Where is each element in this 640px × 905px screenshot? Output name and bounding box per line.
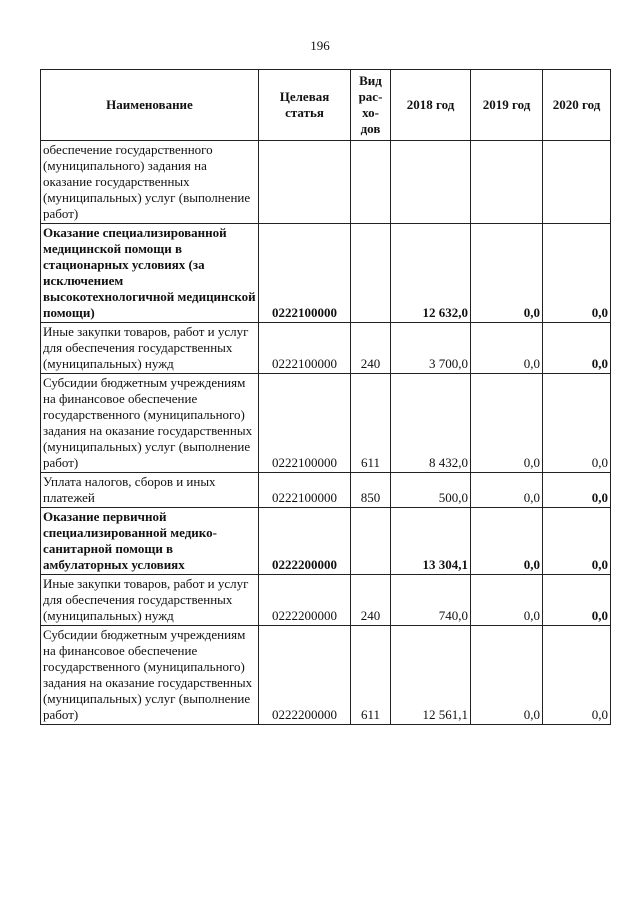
row-type	[351, 141, 391, 224]
row-2018: 3 700,0	[391, 323, 471, 374]
table-row	[41, 626, 611, 725]
row-code: 0222200000	[259, 626, 351, 725]
row-2018: 12 561,1	[391, 626, 471, 725]
col-header-type: Вид рас-хо-дов	[351, 70, 391, 141]
row-type: 240	[351, 323, 391, 374]
row-code: 0222200000	[259, 508, 351, 575]
col-header-2019: 2019 год	[471, 70, 543, 141]
row-2019: 0,0	[471, 575, 543, 626]
row-code: 0222100000	[259, 473, 351, 508]
row-2019: 0,0	[471, 323, 543, 374]
row-name: Субсидии бюджетным учреждениям на финансовое обеспечение государственного (муниципального) задания на оказание государственных (муниципальных) услуг (выполнение работ)	[41, 374, 259, 473]
row-2019: 0,0	[471, 508, 543, 575]
table-row	[41, 575, 611, 626]
table-row	[41, 473, 611, 508]
row-code: 0222200000	[259, 575, 351, 626]
table-row	[41, 508, 611, 575]
col-header-name: Наименование	[41, 70, 259, 141]
col-header-2020: 2020 год	[543, 70, 611, 141]
row-name: Иные закупки товаров, работ и услуг для обеспечения государственных (муниципальных) нужд	[41, 575, 259, 626]
table-row	[41, 374, 611, 473]
row-2020: 0,0	[543, 374, 611, 473]
row-2019: 0,0	[471, 224, 543, 323]
row-2020: 0,0	[543, 626, 611, 725]
row-2020: 0,0	[543, 473, 611, 508]
row-name: Оказание первичной специализированной медико-санитарной помощи в амбулаторных условиях	[41, 508, 259, 575]
row-2018	[391, 141, 471, 224]
row-2020: 0,0	[543, 508, 611, 575]
row-2020	[543, 141, 611, 224]
row-2018: 13 304,1	[391, 508, 471, 575]
row-type	[351, 508, 391, 575]
row-type: 611	[351, 626, 391, 725]
row-code: 0222100000	[259, 224, 351, 323]
col-header-2018: 2018 год	[391, 70, 471, 141]
row-name: обеспечение государственного (муниципального) задания на оказание государственных (муниципальных) услуг (выполнение работ)	[41, 141, 259, 224]
row-type	[351, 224, 391, 323]
row-2018: 740,0	[391, 575, 471, 626]
table-row	[41, 141, 611, 224]
row-name: Иные закупки товаров, работ и услуг для обеспечения государственных (муниципальных) нужд	[41, 323, 259, 374]
row-2020: 0,0	[543, 323, 611, 374]
row-2019: 0,0	[471, 626, 543, 725]
row-code	[259, 141, 351, 224]
col-header-code: Целевая статья	[259, 70, 351, 141]
row-2019: 0,0	[471, 374, 543, 473]
row-name: Субсидии бюджетным учреждениям на финансовое обеспечение государственного (муниципального) задания на оказание государственных (муниципальных) услуг (выполнение работ)	[41, 626, 259, 725]
row-name: Оказание специализированной медицинской помощи в стационарных условиях (за исключением высокотехнологичной медицинской помощи)	[41, 224, 259, 323]
row-2018: 500,0	[391, 473, 471, 508]
row-type: 850	[351, 473, 391, 508]
table-row	[41, 224, 611, 323]
row-2018: 12 632,0	[391, 224, 471, 323]
row-2018: 8 432,0	[391, 374, 471, 473]
header-row	[41, 70, 611, 141]
row-2019: 0,0	[471, 473, 543, 508]
row-type: 611	[351, 374, 391, 473]
budget-table	[40, 69, 611, 725]
page-number: 196	[310, 38, 330, 53]
row-2020: 0,0	[543, 575, 611, 626]
row-name: Уплата налогов, сборов и иных платежей	[41, 473, 259, 508]
row-2019	[471, 141, 543, 224]
table-row	[41, 323, 611, 374]
row-2020: 0,0	[543, 224, 611, 323]
row-code: 0222100000	[259, 323, 351, 374]
row-type: 240	[351, 575, 391, 626]
row-code: 0222100000	[259, 374, 351, 473]
